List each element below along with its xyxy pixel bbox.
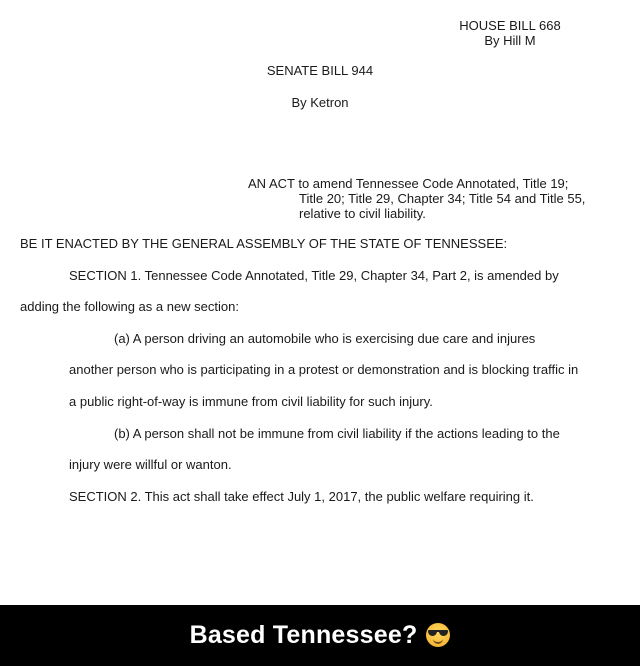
senate-bill-number: SENATE BILL 944 (266, 63, 374, 78)
act-title-line-3: relative to civil liability. (299, 206, 426, 221)
subsection-b-line-2: injury were willful or wanton. (69, 457, 232, 472)
section-2: SECTION 2. This act shall take effect July 1, 2017, the public welfare requiring it. (69, 489, 534, 504)
enacting-clause: BE IT ENACTED BY THE GENERAL ASSEMBLY OF THE STATE OF TENNESSEE: (20, 236, 508, 251)
house-bill-sponsor: By Hill M (484, 33, 536, 48)
act-title-line-2: Title 20; Title 29, Chapter 34; Title 54 and Title 55, (299, 191, 586, 206)
subsection-b-line-1: (b) A person shall not be immune from civil liability if the actions leading to the (114, 426, 560, 441)
meme-caption: Based Tennessee? (189, 621, 418, 649)
subsection-a-line-1: (a) A person driving an automobile who is exercising due care and injures (114, 331, 536, 346)
meme-caption-bar (0, 605, 640, 666)
subsection-a-line-2: another person who is participating in a protest or demonstration and is blocking traffic in (69, 362, 579, 377)
sunglasses-emoji-icon (426, 623, 450, 647)
section-1-line-1: SECTION 1. Tennessee Code Annotated, Title 29, Chapter 34, Part 2, is amended by (69, 268, 559, 283)
act-title-line-1: AN ACT to amend Tennessee Code Annotated, Title 19; (248, 176, 569, 191)
senate-bill-sponsor: By Ketron (291, 95, 349, 110)
section-1-line-2: adding the following as a new section: (20, 299, 239, 314)
house-bill-number: HOUSE BILL 668 (459, 18, 561, 33)
subsection-a-line-3: a public right-of-way is immune from civil liability for such injury. (69, 394, 433, 409)
